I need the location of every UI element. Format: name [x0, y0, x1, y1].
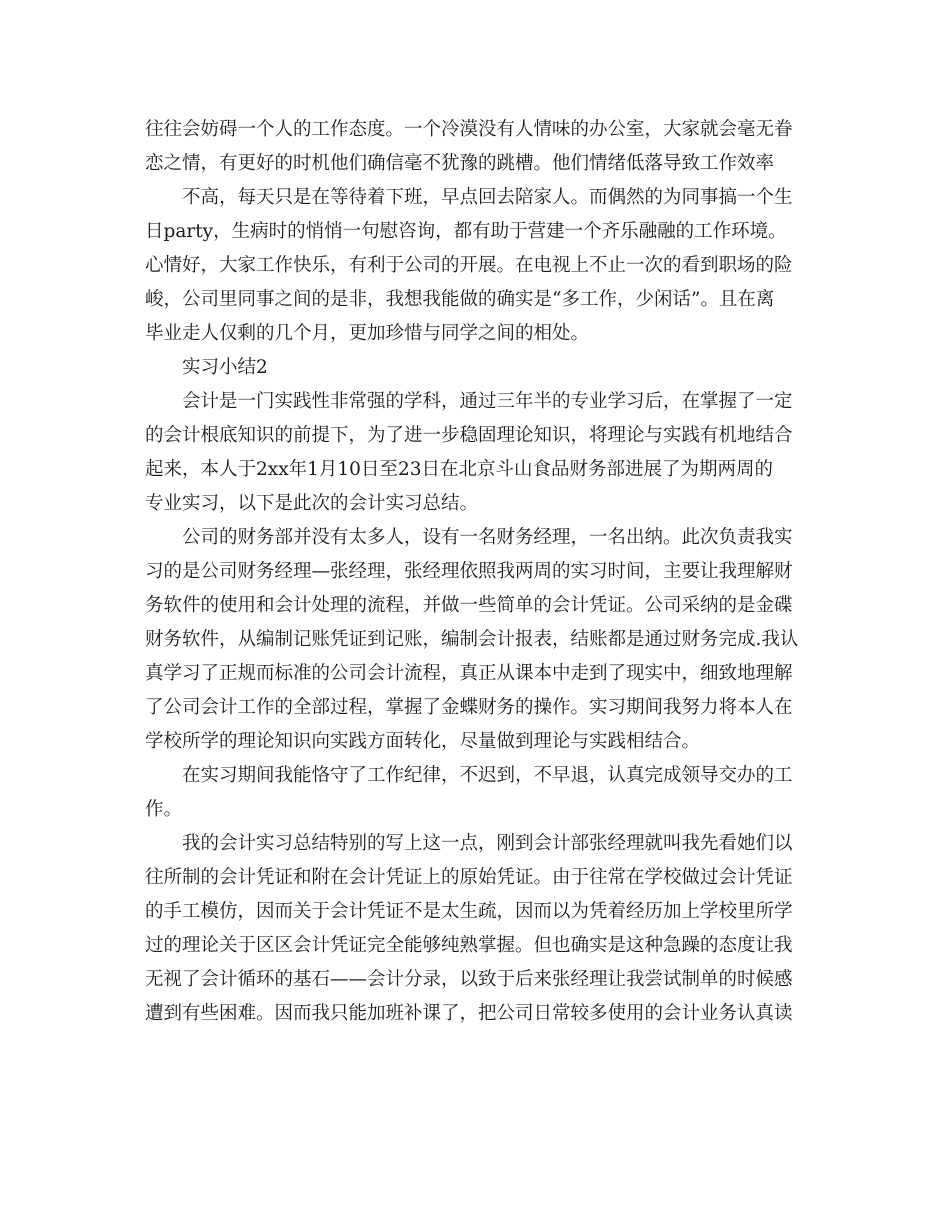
- section-heading: 实习小结2: [182, 357, 268, 378]
- text-line: 无视了会计循环的基石——会计分录，以致于后来张经理让我尝试制单的时候感: [145, 969, 793, 990]
- text-line: 我的会计实习总结特别的写上这一点，刚到会计部张经理就叫我先看她们以: [182, 833, 793, 854]
- text-line: 恋之情，有更好的时机他们确信毫不犹豫的跳槽。他们情绪低落导致工作效率: [145, 153, 775, 174]
- text-line: 毕业走人仅剩的几个月，更加珍惜与同学之间的相处。: [145, 323, 590, 344]
- text-line: 的手工模仿，因而关于会计凭证不是太生疏，因而以为凭着经历加上学校里所学: [145, 901, 793, 922]
- text-line: 真学习了正规而标准的公司会计流程，真正从课本中走到了现实中，细致地理解: [145, 663, 793, 684]
- text-line: 的会计根底知识的前提下，为了进一步稳固理论知识，将理论与实践有机地结合: [145, 425, 793, 446]
- text-line: 专业实习，以下是此次的会计实习总结。: [145, 493, 479, 514]
- text-line: 往往会妨碍一个人的工作态度。一个冷漠没有人情味的办公室，大家就会毫无眷: [145, 119, 793, 140]
- text-line: 日party，生病时的悄悄一句慰咨询，都有助于营建一个齐乐融融的工作环境。: [145, 221, 787, 242]
- text-line: 会计是一门实践性非常强的学科，通过三年半的专业学习后，在掌握了一定: [182, 391, 793, 412]
- text-line: 务软件的使用和会计处理的流程，并做一些简单的会计凭证。公司采纳的是金碟: [145, 595, 793, 616]
- text-line: 过的理论关于区区会计凭证完全能够纯熟掌握。但也确实是这种急躁的态度让我: [145, 935, 793, 956]
- text-line: 峻，公司里同事之间的是非，我想我能做的确实是“多工作，少闲话”。且在离: [145, 289, 775, 310]
- text-line: 公司的财务部并没有太多人，设有一名财务经理，一名出纳。此次负责我实: [182, 527, 793, 548]
- text-line: 往所制的会计凭证和附在会计凭证上的原始凭证。由于往常在学校做过会计凭证: [145, 867, 793, 888]
- text-line: 习的是公司财务经理—张经理，张经理依照我两周的实习时间，主要让我理解财: [145, 561, 793, 582]
- text-line: 作。: [145, 799, 183, 820]
- text-line: 财务软件，从编制记账凭证到记账，编制会计报表，结账都是通过财务完成.我认: [145, 629, 799, 650]
- document-body: [145, 113, 810, 1031]
- text-line: 不高，每天只是在等待着下班，早点回去陪家人。而偶然的为同事搞一个生: [182, 187, 793, 208]
- text-line: 在实习期间我能恪守了工作纪律，不迟到，不早退，认真完成领导交办的工: [182, 765, 793, 786]
- text-line: 了公司会计工作的全部过程，掌握了金蝶财务的操作。实习期间我努力将本人在: [145, 697, 793, 718]
- text-line: 心情好，大家工作快乐，有利于公司的开展。在电视上不止一次的看到职场的险: [145, 255, 793, 276]
- text-line: 起来，本人于2xx年1月10日至23日在北京斗山食品财务部进展了为期两周的: [145, 459, 773, 480]
- text-line: 遭到有些困难。因而我只能加班补课了，把公司日常较多使用的会计业务认真读: [145, 1003, 793, 1024]
- text-line: 学校所学的理论知识向实践方面转化，尽量做到理论与实践相结合。: [145, 731, 701, 752]
